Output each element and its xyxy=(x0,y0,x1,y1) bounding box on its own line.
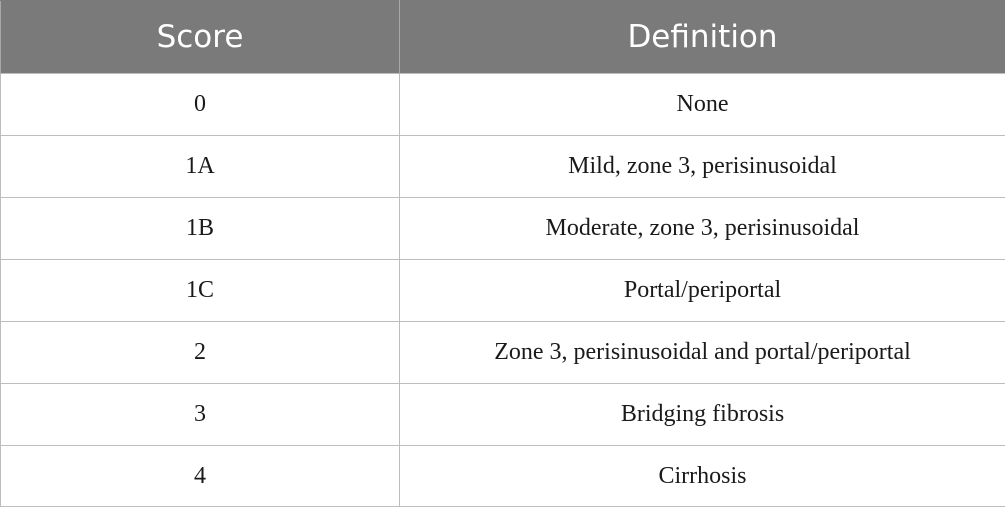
header-row xyxy=(1,1,1005,74)
definition-cell: Mild, zone 3, perisinusoidal xyxy=(400,136,1005,198)
definition-cell: Portal/periportal xyxy=(400,260,1005,322)
table-row xyxy=(1,198,1005,260)
definition-cell: Zone 3, perisinusoidal and portal/periportal xyxy=(400,322,1005,384)
definition-cell: Cirrhosis xyxy=(400,446,1005,507)
table-row xyxy=(1,446,1005,507)
column-header-definition: Definition xyxy=(400,1,1005,74)
table-row xyxy=(1,74,1005,136)
table-body xyxy=(1,74,1005,507)
score-cell: 1B xyxy=(1,198,400,260)
table-row xyxy=(1,136,1005,198)
score-cell: 1A xyxy=(1,136,400,198)
score-cell: 0 xyxy=(1,74,400,136)
definition-cell: Bridging fibrosis xyxy=(400,384,1005,446)
definition-cell: Moderate, zone 3, perisinusoidal xyxy=(400,198,1005,260)
score-cell: 4 xyxy=(1,446,400,507)
score-cell: 3 xyxy=(1,384,400,446)
column-header-score: Score xyxy=(1,1,400,74)
score-cell: 1C xyxy=(1,260,400,322)
score-cell: 2 xyxy=(1,322,400,384)
definition-cell: None xyxy=(400,74,1005,136)
table-row xyxy=(1,322,1005,384)
table-row xyxy=(1,384,1005,446)
table-row xyxy=(1,260,1005,322)
table-header xyxy=(1,1,1005,74)
